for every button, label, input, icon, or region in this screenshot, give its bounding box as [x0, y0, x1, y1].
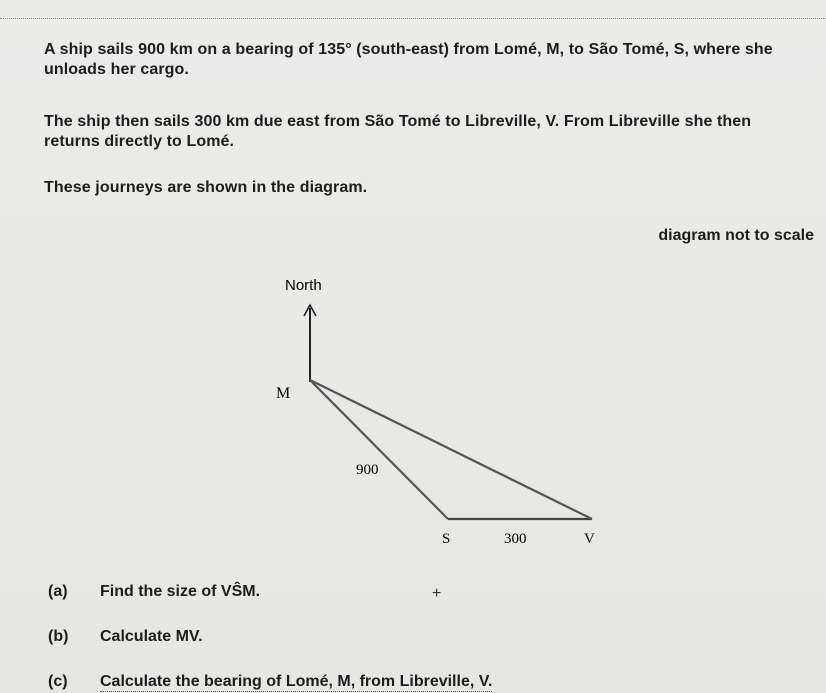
part-b-label: (b) [48, 628, 69, 645]
third-paragraph: These journeys are shown in the diagram. [44, 179, 368, 196]
intro-paragraph: A ship sails 900 km on a bearing of 135° (south-east) from Lomé, M, to São Tomé, S, where she unloads her cargo. [44, 41, 773, 78]
distance-ms-label: 900 [356, 462, 379, 478]
point-v-label: V [584, 531, 595, 547]
line-mv [310, 380, 592, 519]
part-a-text: Find the size of VŜM. [100, 583, 261, 600]
part-a-label: (a) [48, 583, 68, 600]
part-c-text: Calculate the bearing of Lomé, M, from Libreville, V. [100, 673, 493, 690]
point-s-label: S [442, 531, 451, 547]
line-ms [310, 380, 448, 519]
distance-sv-label: 300 [504, 531, 527, 547]
point-m-label: M [276, 385, 291, 402]
part-b [48, 628, 203, 646]
cursor-cross-icon: + [432, 585, 442, 602]
part-c [48, 673, 492, 692]
second-paragraph: The ship then sails 300 km due east from São Tomé to Libreville, V. From Libreville she then returns directly to Lomé. [44, 113, 752, 150]
not-to-scale-note: diagram not to scale [658, 227, 814, 244]
part-b-text: Calculate MV. [100, 628, 203, 645]
part-c-label: (c) [48, 673, 68, 690]
part-a [48, 583, 260, 601]
north-label: North [285, 277, 322, 294]
